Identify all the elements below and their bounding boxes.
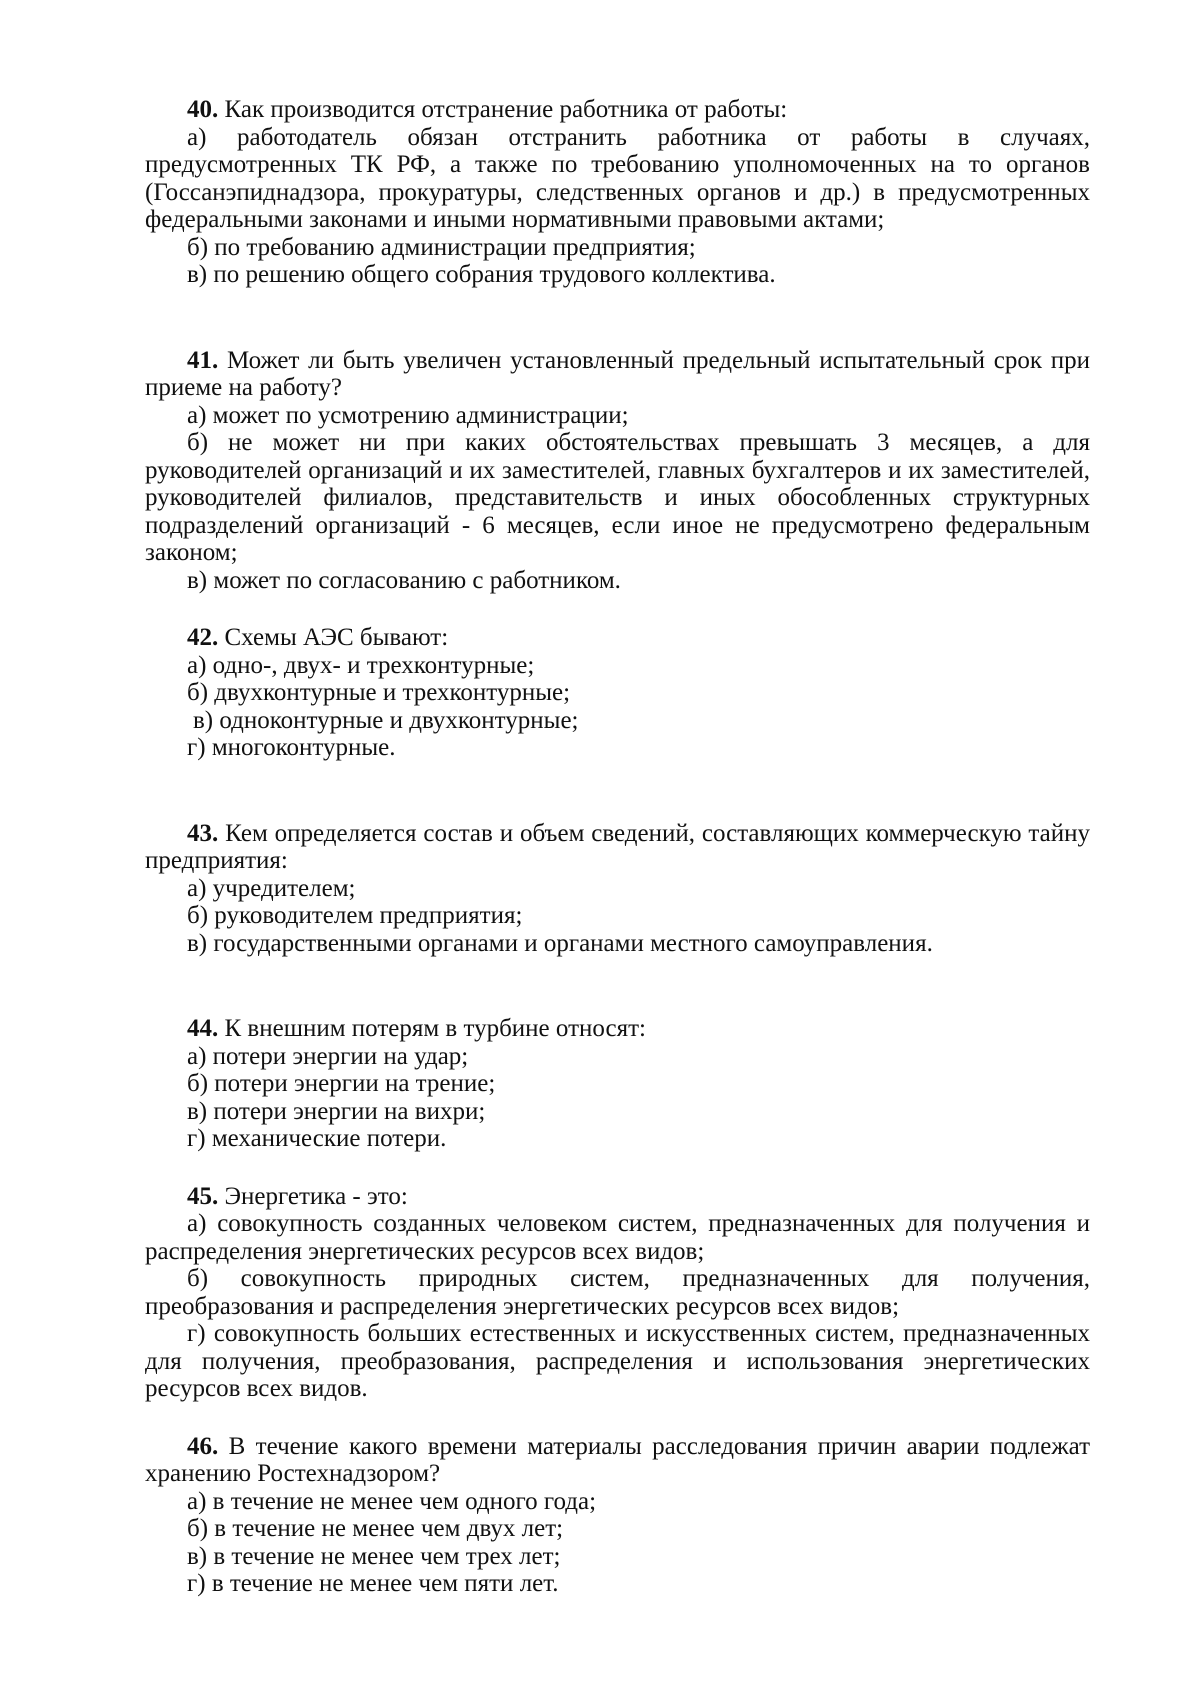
question-45 — [145, 1183, 1090, 1403]
answer-option-a: а) может по усмотрению администрации; — [187, 401, 629, 429]
question-43 — [145, 820, 1090, 958]
question-text: 43. Кем определяется состав и объем сведений, составляющих коммерческую тайну предприятия: — [145, 819, 1090, 874]
answer-option-b: б) руководителем предприятия; — [187, 902, 523, 929]
question-46 — [145, 1433, 1090, 1598]
question-number: 46. — [187, 1432, 219, 1460]
question-42 — [145, 624, 1090, 762]
answer-option-v: в) потери энергии на вихри; — [187, 1097, 486, 1125]
answer-option-v: в) может по согласованию с работником. — [187, 566, 621, 594]
answer-option-b: б) по требованию администрации предприятия; — [187, 233, 696, 261]
question-number: 42. — [187, 624, 219, 651]
answer-option-a: а) одно-, двух- и трехконтурные; — [187, 651, 535, 679]
answer-option-g: г) совокупность больших естественных и искусственных систем, предназначенных для получения, преобразования, распределения и использования энергетических ресурсов всех видов. — [145, 1320, 1090, 1402]
question-text: 40. Как производится отстранение работника от работы: — [187, 96, 788, 123]
answer-option-v: в) одноконтурные и двухконтурные; — [193, 706, 579, 734]
question-41 — [145, 347, 1090, 595]
question-number: 44. — [187, 1015, 219, 1042]
document-page — [145, 96, 1090, 1598]
question-text: 42. Схемы АЭС бывают: — [187, 624, 449, 651]
answer-option-v: в) государственными органами и органами местного самоуправления. — [187, 929, 933, 957]
question-text: 44. К внешним потерям в турбине относят: — [187, 1015, 646, 1042]
answer-option-b: б) не может ни при каких обстоятельствах превышать 3 месяцев, а для руководителей организаций и их заместителей, главных бухгалтеров и их заместителей, руководителей филиалов, представительств и иных обособленных структурных подразделений организаций - 6 месяцев, если иное не предусмотрено федеральным законом; — [145, 429, 1090, 566]
question-number: 41. — [187, 346, 219, 374]
answer-option-a: а) учредителем; — [187, 874, 356, 902]
question-text: 45. Энергетика - это: — [187, 1182, 408, 1210]
question-number: 43. — [187, 819, 219, 847]
question-44 — [145, 1015, 1090, 1153]
question-text: 46. В течение какого времени материалы расследования причин аварии подлежат хранению Ростехнадзором? — [145, 1432, 1090, 1487]
answer-option-a: а) совокупность созданных человеком систем, предназначенных для получения и распределения энергетических ресурсов всех видов; — [145, 1210, 1090, 1265]
answer-option-g: г) многоконтурные. — [187, 734, 396, 761]
question-text: 41. Может ли быть увеличен установленный предельный испытательный срок при приеме на работу? — [145, 346, 1090, 401]
answer-option-v: в) по решению общего собрания трудового коллектива. — [187, 261, 776, 288]
answer-option-b: б) в течение не менее чем двух лет; — [187, 1515, 564, 1542]
question-40 — [145, 96, 1090, 289]
answer-option-b: б) двухконтурные и трехконтурные; — [187, 679, 571, 706]
answer-option-v: в) в течение не менее чем трех лет; — [187, 1542, 561, 1570]
answer-option-a: а) потери энергии на удар; — [187, 1042, 469, 1070]
answer-option-g: г) механические потери. — [187, 1125, 447, 1152]
answer-option-g: г) в течение не менее чем пяти лет. — [187, 1570, 559, 1597]
answer-option-a: а) работодатель обязан отстранить работника от работы в случаях, предусмотренных ТК РФ, а также по требованию уполномоченных на то органов (Госсанэпиднадзора, прокуратуры, следственных органов и др.) в предусмотренных федеральными законами и иными нормативными правовыми актами; — [145, 123, 1090, 233]
answer-option-a: а) в течение не менее чем одного года; — [187, 1487, 597, 1515]
answer-option-b: б) потери энергии на трение; — [187, 1070, 496, 1097]
question-number: 45. — [187, 1182, 219, 1210]
answer-option-b: б) совокупность природных систем, предназначенных для получения, преобразования и распределения энергетических ресурсов всех видов; — [145, 1265, 1090, 1320]
question-number: 40. — [187, 96, 219, 123]
